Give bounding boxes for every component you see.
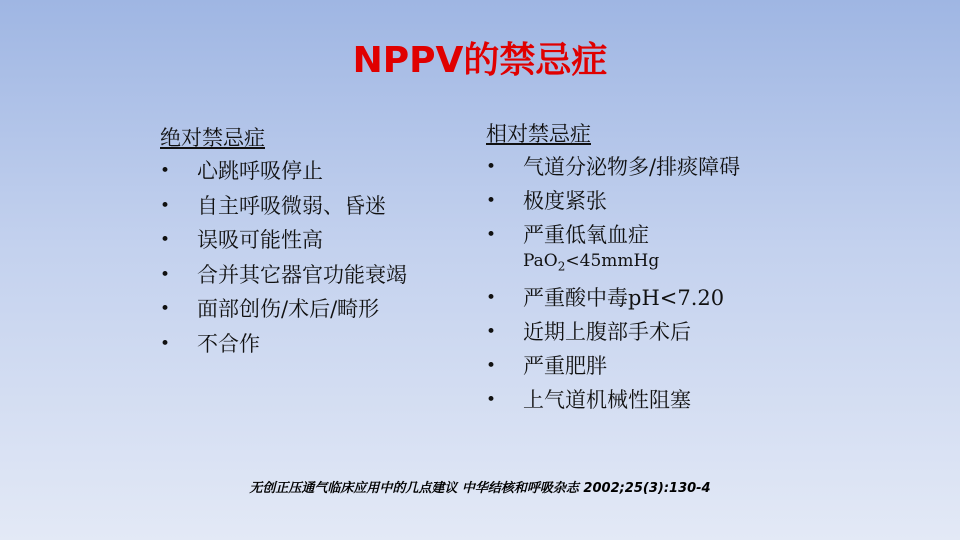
list-item-text: 上气道机械性阻塞 (523, 388, 691, 413)
list-item (486, 353, 766, 380)
bullet-icon: • (486, 191, 497, 211)
list-item-text: 严重肥胖 (523, 354, 607, 379)
list-item (160, 262, 460, 289)
bullet-icon: • (160, 230, 171, 250)
absolute-list (160, 158, 460, 358)
bullet-icon: • (486, 390, 497, 411)
pao2-value: <45mmHg (565, 251, 660, 271)
bullet-icon: • (160, 161, 171, 181)
list-item-text: 合并其它器官功能衰竭 (197, 262, 407, 287)
list-item (486, 387, 766, 414)
relative-heading: 相对禁忌症 (486, 122, 591, 146)
bullet-icon: • (160, 264, 171, 285)
list-item (486, 222, 766, 278)
bullet-icon: • (160, 299, 171, 319)
list-item (486, 188, 766, 215)
relative-list (486, 154, 766, 414)
citation: 无创正压通气临床应用中的几点建议 中华结核和呼吸杂志 2002;25(3):130-4 (249, 481, 711, 496)
list-item (486, 285, 766, 312)
list-item-text: 近期上腹部手术后 (523, 320, 691, 345)
bullet-icon: • (160, 195, 171, 216)
list-item-text: 严重酸中毒pH<7.20 (523, 286, 725, 311)
list-item-text: 气道分泌物多/排痰障碍 (523, 155, 741, 179)
list-item (160, 158, 460, 185)
bullet-icon: • (486, 157, 497, 177)
bullet-icon: • (486, 356, 497, 377)
list-item-text: 心跳呼吸停止 (197, 159, 323, 183)
list-item-text: 严重低氧血症 (523, 223, 649, 247)
list-item (486, 319, 766, 346)
list-item (160, 296, 460, 323)
pao2-threshold (523, 249, 766, 278)
list-item (486, 154, 766, 181)
list-item (160, 227, 460, 254)
list-item (160, 331, 460, 358)
list-item-text: 面部创伤/术后/畸形 (197, 297, 380, 321)
bullet-icon: • (160, 333, 171, 354)
bullet-icon: • (486, 288, 497, 309)
pao2-prefix: PaO (523, 251, 558, 271)
absolute-heading: 绝对禁忌症 (160, 126, 265, 150)
absolute-contraindications-column (160, 122, 460, 365)
pao2-subscript: 2 (557, 259, 566, 274)
list-item-text: 不合作 (197, 331, 260, 356)
relative-contraindications-column (486, 118, 766, 421)
list-item (160, 193, 460, 220)
bullet-icon: • (486, 322, 497, 343)
list-item-text: 自主呼吸微弱、昏迷 (197, 193, 386, 218)
list-item-text: 误吸可能性高 (197, 228, 323, 252)
list-item-text: 极度紧张 (523, 189, 607, 213)
bullet-icon: • (486, 225, 497, 245)
slide-title: NPPV的禁忌症 (352, 40, 608, 81)
